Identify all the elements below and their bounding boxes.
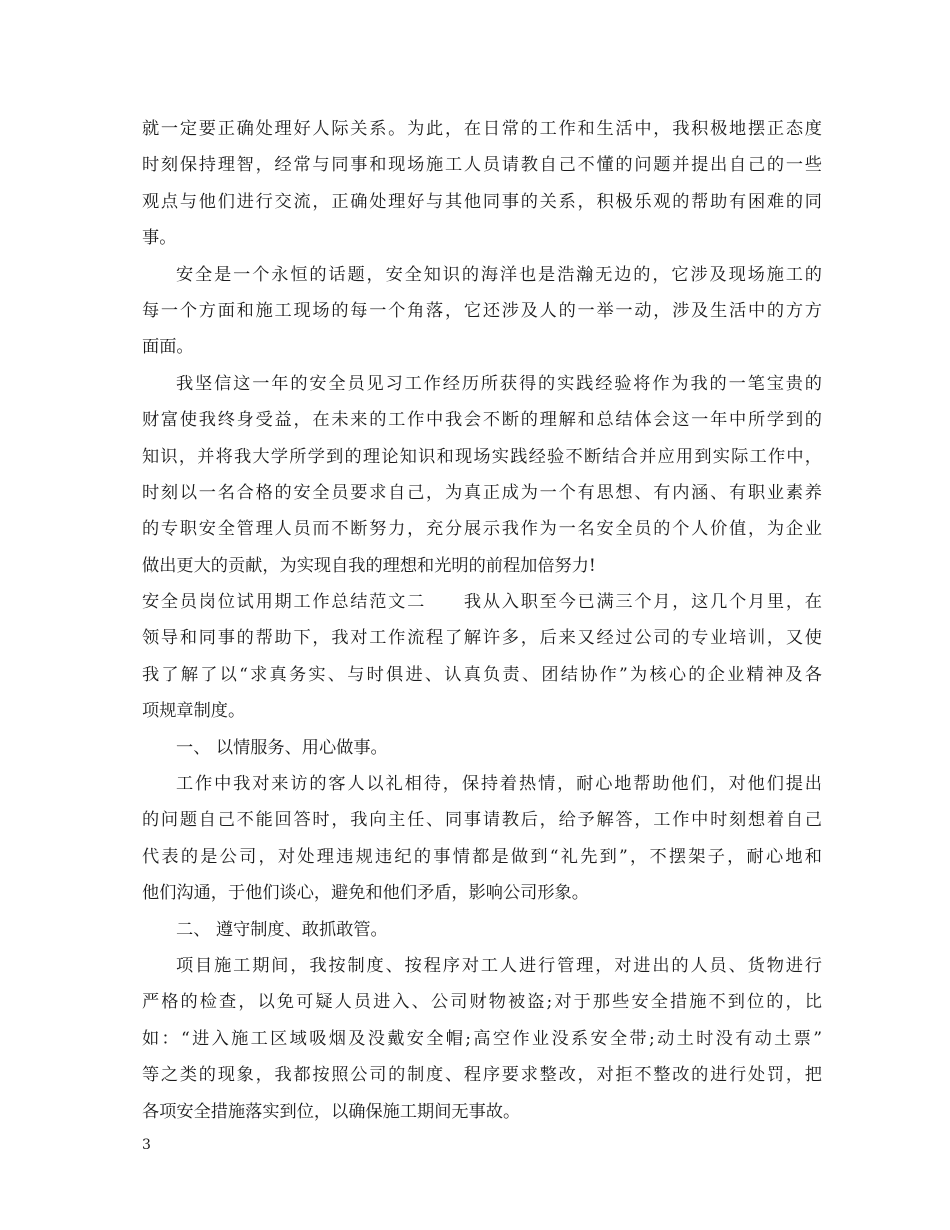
text-line: 就一定要正确处理好人际关系。为此，在日常的工作和生活中，我积极地摆正态度: [142, 119, 822, 139]
text-line: 的专职安全管理人员而不断努力，充分展示我作为一名安全员的个人价值，为企业: [142, 519, 822, 540]
section-heading: 二、 遵守制度、敢抓敢管。: [176, 919, 388, 940]
text-line: 时刻以一名合格的安全员要求自己，为真正成为一个有思想、有内涵、有职业素养: [142, 482, 822, 503]
text-line: 如：“进入施工区域吸烟及没戴安全帽;高空作业没系安全带;动土时没有动土票”: [142, 1028, 822, 1049]
text-line: 我了解了以“求真务实、与时俱进、认真负责、团结协作”为核心的企业精神及各: [142, 664, 822, 685]
text-line: 做出更大的贡献，为实现自我的理想和光明的前程加倍努力!: [142, 555, 596, 576]
text-line: 他们沟通，于他们谈心，避免和他们矛盾，影响公司形象。: [142, 883, 589, 904]
text-line: 各项安全措施落实到位，以确保施工期间无事故。: [142, 1101, 521, 1122]
text-line: 时刻保持理智，经常与同事和现场施工人员请教自己不懂的问题并提出自己的一些: [142, 155, 822, 176]
text-line: 我坚信这一年的安全员见习工作经历所获得的实践经验将作为我的一笔宝贵的: [176, 373, 822, 394]
text-line: 观点与他们进行交流，正确处理好与其他同事的关系，积极乐观的帮助有困难的同: [142, 191, 822, 212]
text-line: 安全是一个永恒的话题，安全知识的海洋也是浩瀚无边的，它涉及现场施工的: [176, 264, 822, 285]
text-line: 的问题自己不能回答时，我向主任、同事请教后，给予解答，工作中时刻想着自己: [142, 810, 822, 831]
text-line: 面面。: [142, 337, 194, 358]
text-line: 每一个方面和施工现场的每一个角落，它还涉及人的一举一动，涉及生活中的方方: [142, 300, 822, 321]
text-line: 知识，并将我大学所学到的理论知识和现场实践经验不断结合并应用到实际工作中，: [142, 446, 822, 467]
page-number: 3: [142, 1137, 151, 1153]
text-line: 工作中我对来访的客人以礼相待，保持着热情，耐心地帮助他们，对他们提出: [176, 774, 822, 795]
text-line: 事。: [142, 228, 177, 249]
text-line: 财富使我终身受益，在未来的工作中我会不断的理解和总结体会这一年中所学到的: [142, 410, 822, 431]
text-line: 安全员岗位试用期工作总结范文二 我从入职至今已满三个月，这几个月里，在: [142, 592, 822, 613]
text-line: 严格的检查，以免可疑人员进入、公司财物被盗;对于那些安全措施不到位的，比: [142, 992, 822, 1013]
document-body: [142, 111, 822, 1130]
text-line: 等之类的现象，我都按照公司的制度、程序要求整改，对拒不整改的进行处罚，把: [142, 1065, 822, 1086]
text-line: 领导和同事的帮助下，我对工作流程了解许多，后来又经过公司的专业培训，又使: [142, 628, 822, 649]
text-line: 项目施工期间，我按制度、按程序对工人进行管理，对进出的人员、货物进行: [176, 955, 822, 976]
section-heading: 一、 以情服务、用心做事。: [176, 737, 388, 758]
text-line: 代表的是公司，对处理违规违纪的事情都是做到“礼先到”，不摆架子，耐心地和: [142, 846, 822, 867]
text-line: 项规章制度。: [142, 701, 246, 722]
